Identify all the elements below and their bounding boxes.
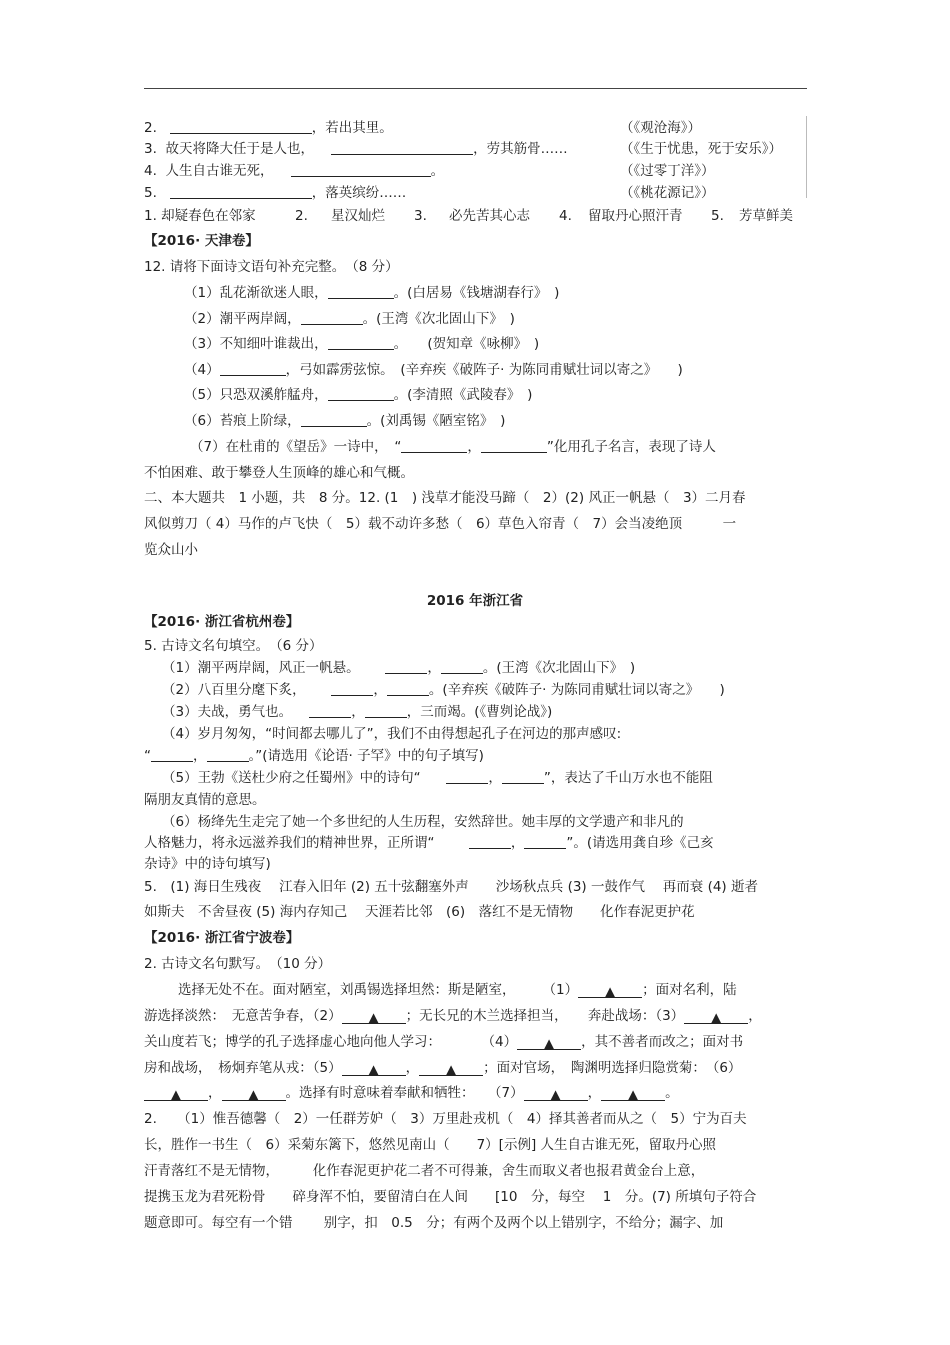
item-text: 故天将降大任于是人也， bbox=[165, 141, 314, 157]
margin-rule bbox=[806, 116, 807, 198]
tianjin-item-6 bbox=[184, 412, 505, 430]
item-text: 游选择淡然： 无意苦争春，（2） bbox=[144, 1008, 342, 1024]
item-text: ， bbox=[467, 439, 481, 455]
blank bbox=[401, 438, 467, 453]
blank bbox=[220, 361, 286, 376]
blank bbox=[331, 681, 373, 696]
section-heading-ningbo: 【2016· 浙江省宁波卷】 bbox=[144, 930, 300, 946]
answer-2-num: 2. bbox=[295, 208, 308, 224]
item-3-source: （《生于忧患，死于安乐》） bbox=[620, 141, 782, 157]
tianjin-answer-line-3: 览众山小 bbox=[144, 542, 198, 558]
hangzhou-item-6-cont: 人格魅力，将永远滋养我们的精神世界，正所谓“ ， ”。(请选用龚自珍《己亥 bbox=[144, 835, 714, 851]
item-text: （3）夫战，勇气也。 bbox=[162, 704, 293, 720]
item-text: ，三而竭。(《曹刿论战》) bbox=[406, 704, 553, 720]
answer-3-num: 3. bbox=[414, 208, 427, 224]
item-text: 。 bbox=[665, 1085, 679, 1101]
tianjin-answer-line-2: 风似剪刀（ 4）马作的卢飞快（ 5）载不动许多愁（ 6）草色入帘青（ 7）会当凌绝顶 一 bbox=[144, 516, 737, 532]
item-number: 3. bbox=[144, 141, 157, 157]
blank bbox=[524, 834, 566, 849]
blank-mark: ▲ bbox=[601, 1086, 665, 1101]
item-text: （1）潮平两岸阔，风正一帆悬。 bbox=[162, 660, 360, 676]
item-3 bbox=[144, 140, 568, 158]
ningbo-line-4 bbox=[144, 1059, 741, 1077]
hangzhou-item-5-cont: 隔朋友真情的意思。 bbox=[144, 792, 266, 808]
blank-mark: ▲ bbox=[419, 1061, 483, 1076]
tianjin-item-4 bbox=[184, 361, 683, 379]
header-rule bbox=[144, 88, 807, 89]
item-text: ， bbox=[405, 1060, 420, 1076]
blank-mark: ▲ bbox=[524, 1086, 588, 1101]
item-4-source: （《过零丁洋》） bbox=[620, 163, 715, 179]
item-text: ；面对名利，陆 bbox=[642, 982, 737, 998]
answer-2: 星汉灿烂 bbox=[331, 208, 385, 224]
tianjin-item-2 bbox=[184, 310, 515, 328]
blank bbox=[328, 335, 394, 350]
hangzhou-item-1: （1）潮平两岸阔，风正一帆悬。 ， 。(王湾《次北固山下》 ) bbox=[162, 660, 636, 676]
tianjin-item-5 bbox=[184, 386, 532, 404]
blank bbox=[328, 386, 394, 401]
section-heading-tianjin: 【2016· 天津卷】 bbox=[144, 233, 259, 249]
ningbo-line-2: 游选择淡然： 无意苦争春，（2） ▲ ；无长兄的木兰选择担当， 奔赴战场：（3） ▲ ， bbox=[144, 1008, 762, 1026]
item-number: 4. bbox=[144, 163, 157, 179]
item-text: ， bbox=[208, 1085, 222, 1101]
item-text: 选择无处不在。面对陋室，刘禹锡选择坦然：斯是陋室， （1） bbox=[178, 982, 579, 998]
ningbo-answer-line-3: 汗青落红不是无情物， 化作春泥更护花二者不可得兼，舍生而取义者也报君黄金台上意， bbox=[144, 1163, 705, 1179]
tianjin-item-3 bbox=[184, 335, 539, 353]
blank bbox=[170, 119, 312, 134]
answer-4: 留取丹心照汗青 bbox=[588, 208, 683, 224]
item-text: ，弓如霹雳弦惊。 (辛弃疾《破阵子· 为陈同甫赋壮词以寄之》 ) bbox=[285, 362, 683, 378]
item-text: ”化用孔子名言，表现了诗人 bbox=[546, 439, 716, 455]
hangzhou-answer-line-1: 5. (1) 海日生残夜 江春入旧年 (2) 五十弦翻塞外声 沙场秋点兵 (3) 一鼓作气 再而衰 (4) 逝者 bbox=[144, 879, 758, 895]
item-text: 。(王湾《次北固山下》 ) bbox=[482, 660, 636, 676]
hangzhou-item-2: （2）八百里分麾下炙， ， 。(辛弃疾《破阵子· 为陈同甫赋壮词以寄之》 ) bbox=[162, 682, 725, 698]
hangzhou-item-4-cont: “ ， 。”(请选用《论语· 子罕》中的句子填写) bbox=[144, 748, 484, 764]
item-text: 。选择有时意味着奉献和牺牲： （7） bbox=[285, 1085, 524, 1101]
blank-mark: ▲ bbox=[222, 1086, 286, 1101]
item-text: ”，表达了千山万水也不能阻 bbox=[543, 770, 713, 786]
blank-mark: ▲ bbox=[342, 1009, 406, 1024]
blank bbox=[331, 140, 473, 155]
blank bbox=[207, 747, 249, 762]
item-text: ；面对官场， 陶渊明选择归隐赏菊： （6） bbox=[483, 1060, 742, 1076]
ningbo-line-3 bbox=[144, 1033, 743, 1051]
tianjin-item-1 bbox=[184, 284, 559, 302]
section-heading-hangzhou: 【2016· 浙江省杭州卷】 bbox=[144, 614, 300, 630]
blank bbox=[301, 310, 363, 325]
item-text: 。 bbox=[430, 163, 445, 179]
item-text: （2）八百里分麾下炙， bbox=[162, 682, 306, 698]
question-12: 12. 请将下面诗文语句补充完整。 （8 分） bbox=[144, 259, 399, 275]
hangzhou-item-4: （4）岁月匆匆，“时间都去哪儿了”，我们不由得想起孔子在河边的那声感叹: bbox=[162, 726, 622, 742]
blank bbox=[309, 703, 351, 718]
blank bbox=[385, 659, 427, 674]
blank-mark: ▲ bbox=[342, 1061, 406, 1076]
item-text: （5）只恐双溪舴艋舟， bbox=[184, 387, 328, 403]
item-text: （7）在杜甫的《望岳》一诗中， “ bbox=[190, 439, 402, 455]
answer-3: 必先苦其心志 bbox=[449, 208, 530, 224]
item-text: （1）乱花渐欲迷人眼， bbox=[184, 285, 328, 301]
hangzhou-answer-line-2: 如斯夫 不舍昼夜 (5) 海内存知己 天涯若比邻 (6) 落红不是无情物 化作春泥更护花 bbox=[144, 904, 695, 920]
blank bbox=[469, 834, 511, 849]
item-text: （3）不知细叶谁裁出， bbox=[184, 336, 328, 352]
answer-1: 1. 却疑春色在邻家 bbox=[144, 208, 256, 224]
item-text: （2）潮平两岸阔， bbox=[184, 311, 301, 327]
item-text: 。(李清照《武陵春》 ) bbox=[393, 387, 533, 403]
item-number: 5. bbox=[144, 185, 157, 201]
blank bbox=[151, 747, 193, 762]
item-text: ”。(请选用龚自珍《己亥 bbox=[566, 835, 714, 851]
item-4 bbox=[144, 162, 444, 180]
item-text: 。(辛弃疾《破阵子· 为陈同甫赋壮词以寄之》 ) bbox=[428, 682, 725, 698]
item-text: ；无长兄的木兰选择担当， 奔赴战场：（3） bbox=[405, 1008, 685, 1024]
question-2: 2. 古诗文名句默写。 （10 分） bbox=[144, 956, 332, 972]
item-text: 。”(请选用《论语· 子罕》中的句子填写) bbox=[248, 748, 484, 764]
blank bbox=[387, 681, 429, 696]
blank-mark: ▲ bbox=[144, 1086, 208, 1101]
tianjin-item-7 bbox=[190, 438, 716, 456]
blank bbox=[481, 438, 547, 453]
blank bbox=[291, 162, 431, 177]
item-2-source: （《观沧海》） bbox=[620, 120, 701, 136]
item-text: 。 (贺知章《咏柳》 ) bbox=[393, 336, 540, 352]
blank bbox=[446, 769, 488, 784]
item-5 bbox=[144, 184, 406, 202]
item-text: 房和战场， 杨炯弃笔从戎：（5） bbox=[144, 1060, 342, 1076]
ningbo-answer-line-4: 提携玉龙为君死粉骨 碎身浑不怕，要留清白在人间 [10 分，每空 1 分。(7) 所填句子符合 bbox=[144, 1189, 757, 1205]
answer-5: 芳草鲜美 bbox=[739, 208, 793, 224]
item-text: 关山度若飞；博学的孔子选择虚心地向他人学习： （4） bbox=[144, 1034, 518, 1050]
blank bbox=[502, 769, 544, 784]
blank bbox=[301, 412, 367, 427]
item-text: 。(白居易《钱塘湖春行》 ) bbox=[393, 285, 560, 301]
question-5: 5. 古诗文名句填空。 （6 分） bbox=[144, 638, 323, 654]
hangzhou-item-6-cont2: 杂诗》中的诗句填写) bbox=[144, 856, 271, 872]
item-text: 人格魅力，将永远滋养我们的精神世界，正所谓“ bbox=[144, 835, 435, 851]
item-text: 人生自古谁无死， bbox=[165, 163, 274, 179]
item-text: （6）苔痕上阶绿， bbox=[184, 413, 301, 429]
ningbo-answer-line-1: 2. （1）惟吾德馨（ 2）一任群芳妒（ 3）万里赴戎机（ 4）择其善者而从之（ 5）宁为百夫 bbox=[144, 1111, 747, 1127]
item-text: ，若出其里。 bbox=[311, 120, 393, 136]
item-text: ，其不善者而改之；面对书 bbox=[581, 1034, 744, 1050]
item-number: 2. bbox=[144, 120, 157, 136]
hangzhou-item-3: （3）夫战，勇气也。 ， ，三而竭。(《曹刿论战》) bbox=[162, 704, 553, 720]
item-text: ，落英缤纷…… bbox=[311, 185, 407, 201]
answer-5-num: 5. bbox=[711, 208, 724, 224]
blank bbox=[170, 184, 312, 199]
item-text: （5）王勃《送杜少府之任蜀州》中的诗句“ bbox=[162, 770, 421, 786]
item-text: ， bbox=[587, 1085, 602, 1101]
ningbo-line-5 bbox=[144, 1084, 679, 1102]
item-5-source: （《桃花源记》） bbox=[620, 185, 715, 201]
hangzhou-item-6: （6）杨绛先生走完了她一个多世纪的人生历程，安然辞世。她丰厚的文学遗产和非凡的 bbox=[162, 814, 684, 830]
item-text: （4） bbox=[184, 362, 220, 378]
ningbo-answer-line-2: 长，胜作一书生（ 6）采菊东篱下，悠然见南山（ 7）[示例] 人生自古谁无死，留取丹心照 bbox=[144, 1137, 717, 1153]
item-2 bbox=[144, 119, 393, 137]
blank-mark: ▲ bbox=[517, 1035, 581, 1050]
blank bbox=[365, 703, 407, 718]
blank bbox=[441, 659, 483, 674]
blank-mark: ▲ bbox=[684, 1009, 748, 1024]
item-text: ，劳其筋骨…… bbox=[473, 141, 568, 157]
tianjin-item-7-cont: 不怕困难、敢于攀登人生顶峰的雄心和气概。 bbox=[144, 465, 414, 481]
section-title-zhejiang: 2016 年浙江省 bbox=[426, 593, 524, 609]
ningbo-line-1 bbox=[178, 981, 737, 999]
blank bbox=[328, 284, 394, 299]
hangzhou-item-5: （5）王勃《送杜少府之任蜀州》中的诗句“ ， ”，表达了千山万水也不能阻 bbox=[162, 770, 713, 786]
ningbo-answer-line-5: 题意即可。每空有一个错 别字，扣 0.5 分；有两个及两个以上错别字，不给分；漏字、加 bbox=[144, 1215, 724, 1231]
answer-4-num: 4. bbox=[559, 208, 572, 224]
blank-mark: ▲ bbox=[578, 983, 642, 998]
item-text: 。(刘禹锡《陋室铭》 ) bbox=[366, 413, 506, 429]
item-text: 。(王湾《次北固山下》 ) bbox=[362, 311, 515, 327]
tianjin-answer-line-1: 二、本大题共 1 小题，共 8 分。12. (1 ) 浅草才能没马蹄（ 2）(2) 风正一帆悬（ 3）二月春 bbox=[144, 490, 746, 506]
